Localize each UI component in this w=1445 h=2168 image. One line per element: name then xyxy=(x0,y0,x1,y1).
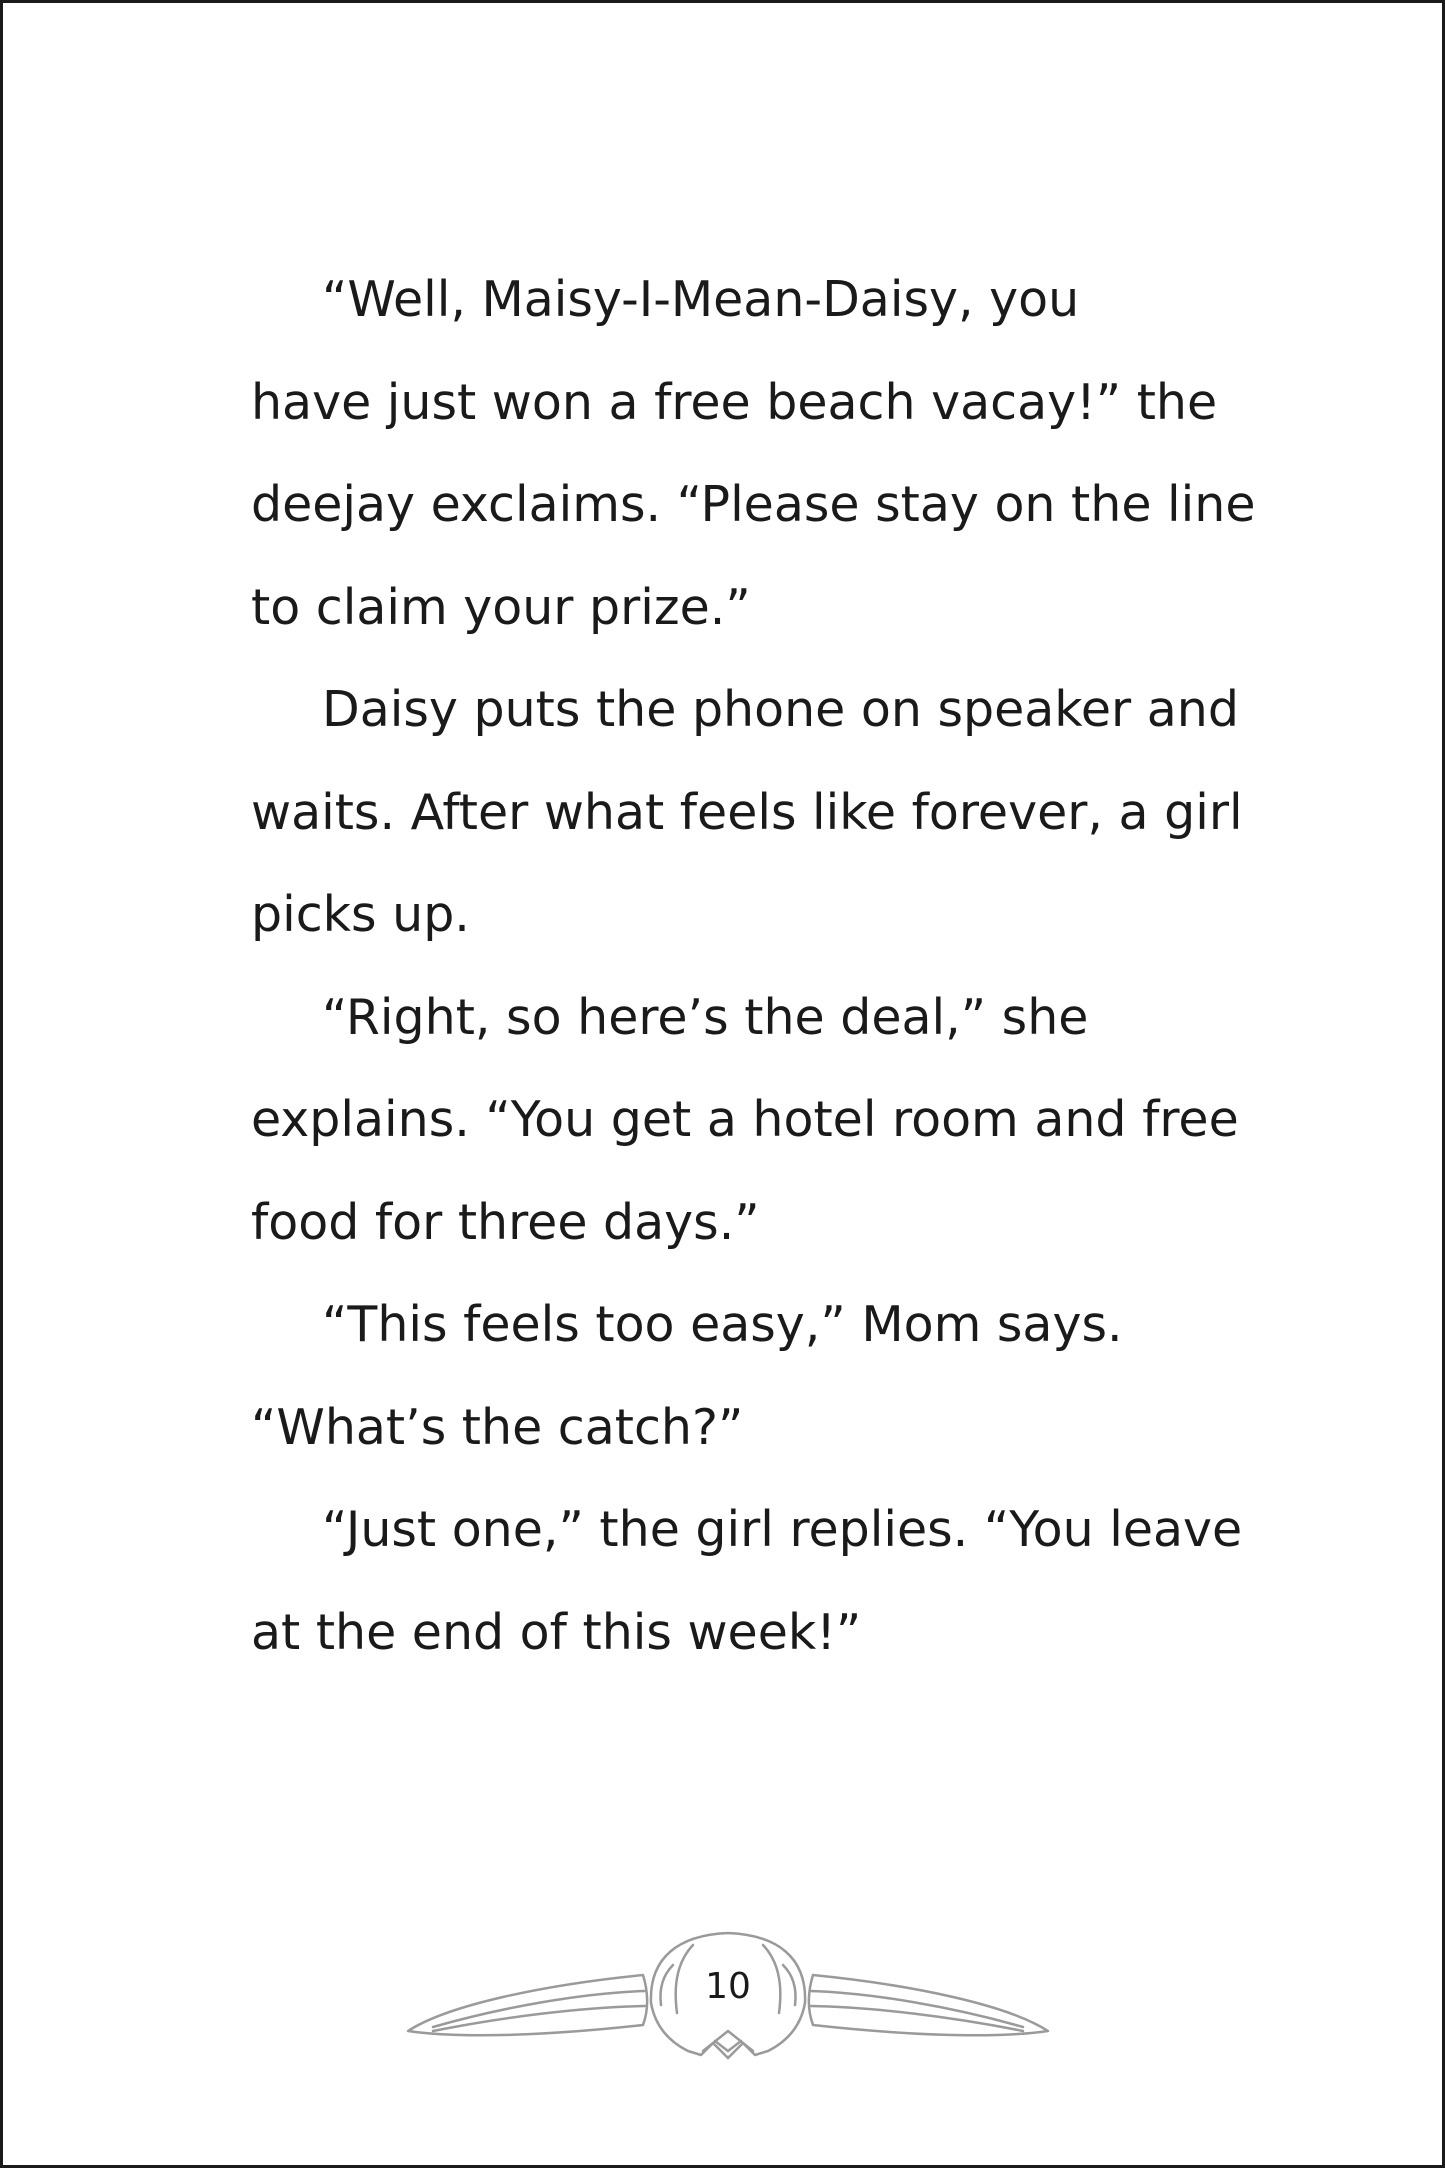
surfboard-icon xyxy=(408,1975,647,2035)
story-line: to claim your prize.” xyxy=(251,578,751,636)
story-line: food for three days.” xyxy=(251,1193,760,1251)
story-line: waits. After what feels like forever, a girl xyxy=(251,783,1243,841)
story-line: “Right, so here’s the deal,” she xyxy=(322,988,1089,1046)
story-line: Daisy puts the phone on speaker and xyxy=(322,681,1239,738)
story-text xyxy=(251,249,1256,1684)
story-line: “What’s the catch?” xyxy=(251,1398,744,1456)
story-line: explains. “You get a hotel room and free xyxy=(251,1091,1239,1148)
story-line: at the end of this week!” xyxy=(251,1603,862,1661)
story-line: “This feels too easy,” Mom says. xyxy=(322,1296,1123,1353)
story-line: “Well, Maisy-I-Mean-Daisy, you xyxy=(322,271,1080,328)
story-line: “Just one,” the girl replies. “You leave xyxy=(322,1501,1243,1558)
story-line: picks up. xyxy=(251,886,470,943)
story-line: deejay exclaims. “Please stay on the line xyxy=(251,476,1256,533)
page-number: 10 xyxy=(705,1966,751,2007)
surfboard-icon xyxy=(809,1975,1048,2035)
story-line: have just won a free beach vacay!” the xyxy=(251,373,1218,431)
